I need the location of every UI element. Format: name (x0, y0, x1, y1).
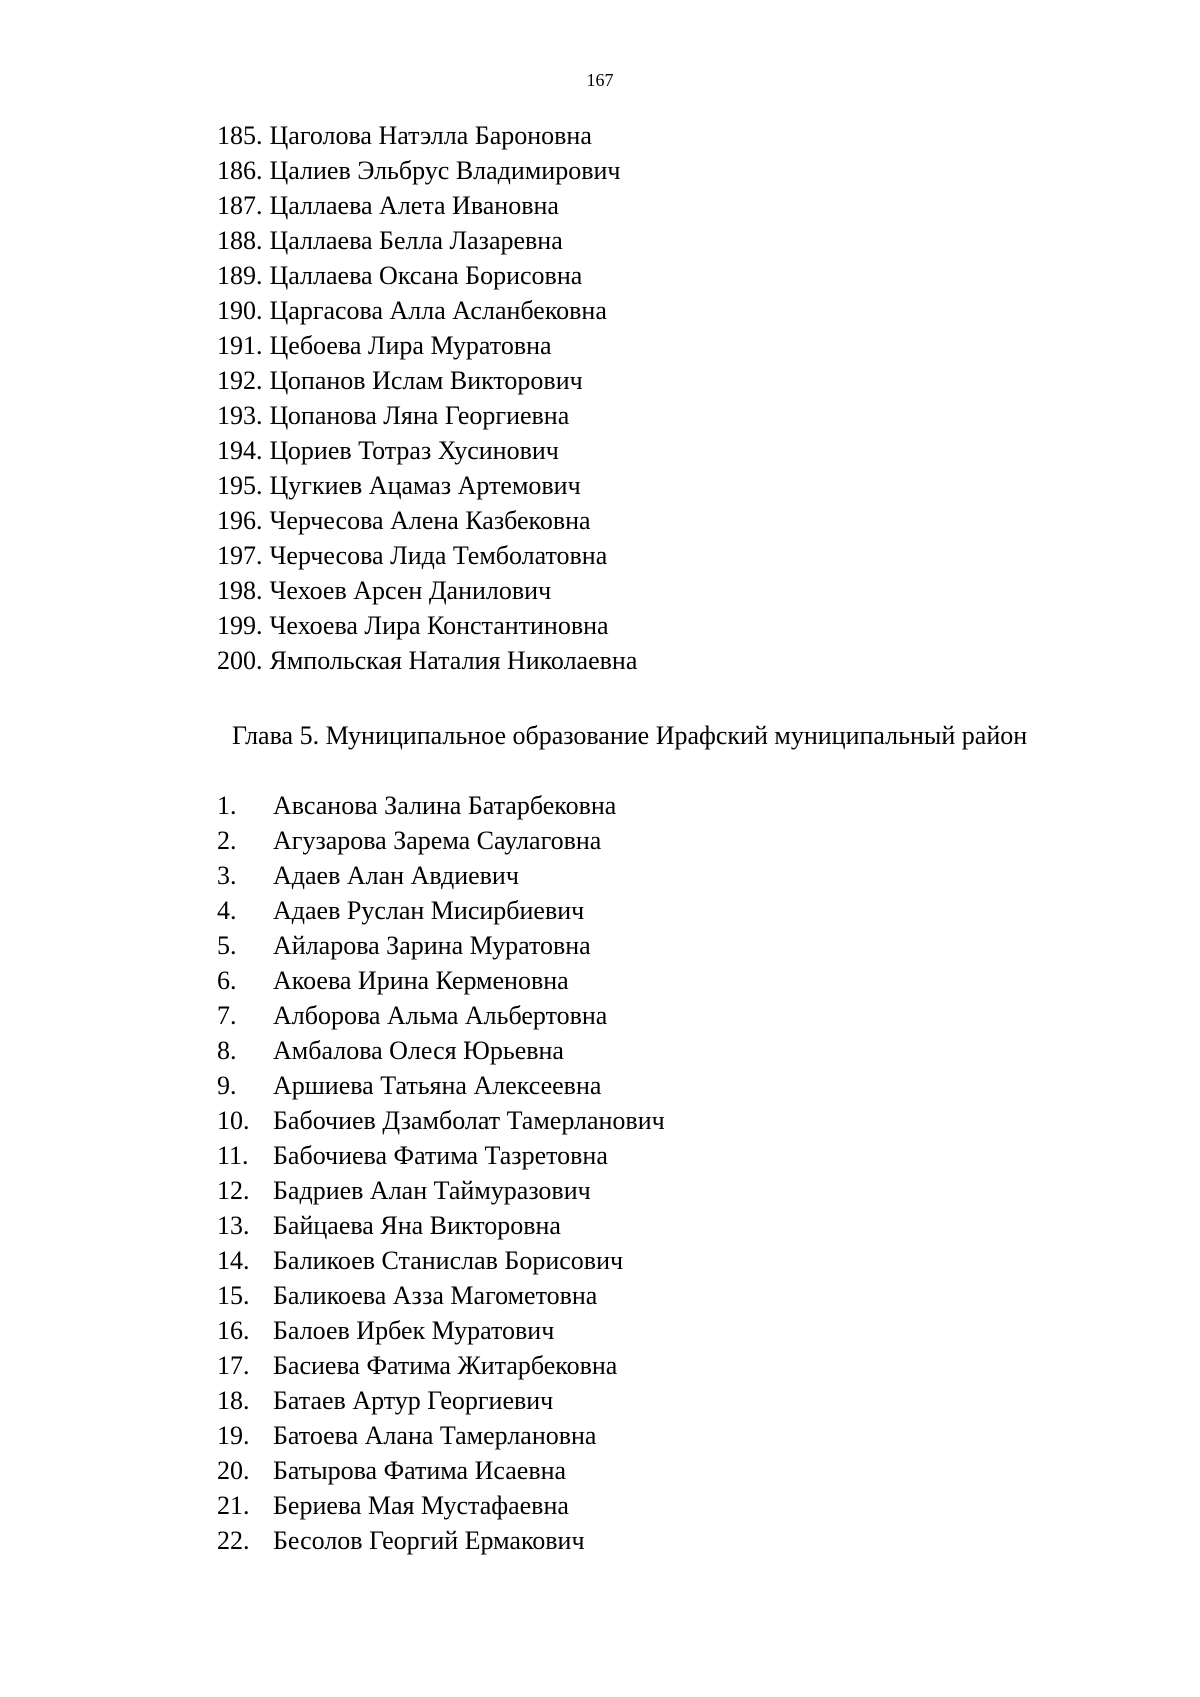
item-number: 8. (217, 1036, 237, 1065)
item-number: 18. (217, 1386, 250, 1415)
item-number: 188. (217, 226, 263, 255)
list-item (217, 538, 637, 573)
item-name: Чехоева Лира Константиновна (269, 611, 609, 640)
item-name: Агузарова Зарема Саулаговна (273, 826, 602, 855)
list-item (217, 1278, 665, 1313)
item-number: 197. (217, 541, 263, 570)
item-name: Алборова Альма Альбертовна (273, 1001, 608, 1030)
list-item (217, 573, 637, 608)
item-name: Цугкиев Ацамаз Артемович (269, 471, 581, 500)
list-item (217, 1033, 665, 1068)
item-name: Цопанова Ляна Георгиевна (269, 401, 570, 430)
list-item (217, 823, 665, 858)
item-name: Адаев Руслан Мисирбиевич (273, 896, 585, 925)
item-name: Цаллаева Алета Ивановна (269, 191, 559, 220)
list-item (217, 1208, 665, 1243)
list-item (217, 1348, 665, 1383)
item-name: Цаллаева Белла Лазаревна (269, 226, 563, 255)
item-name: Цаголова Натэлла Бароновна (269, 121, 592, 150)
list-item (217, 1488, 665, 1523)
list-item (217, 188, 637, 223)
item-name: Адаев Алан Авдиевич (273, 861, 519, 890)
item-name: Черчесова Лида Темболатовна (269, 541, 608, 570)
list-item (217, 1243, 665, 1278)
item-number: 3. (217, 861, 237, 890)
item-name: Басиева Фатима Житарбековна (273, 1351, 618, 1380)
item-number: 10. (217, 1106, 250, 1135)
item-name: Баликоева Азза Магометовна (273, 1281, 598, 1310)
list-item (217, 1068, 665, 1103)
item-number: 199. (217, 611, 263, 640)
item-number: 195. (217, 471, 263, 500)
item-number: 191. (217, 331, 263, 360)
list-item (217, 328, 637, 363)
list-item (217, 468, 637, 503)
item-number: 196. (217, 506, 263, 535)
list-item (217, 258, 637, 293)
item-number: 16. (217, 1316, 250, 1345)
list-item (217, 398, 637, 433)
list-item (217, 153, 637, 188)
item-number: 186. (217, 156, 263, 185)
item-number: 14. (217, 1246, 250, 1275)
list-item (217, 118, 637, 153)
list-item (217, 998, 665, 1033)
item-name: Бериева Мая Мустафаевна (273, 1491, 569, 1520)
item-number: 192. (217, 366, 263, 395)
item-name: Айларова Зарина Муратовна (273, 931, 591, 960)
item-number: 20. (217, 1456, 250, 1485)
item-number: 189. (217, 261, 263, 290)
page-number: 167 (586, 70, 614, 90)
item-name: Аршиева Татьяна Алексеевна (273, 1071, 602, 1100)
item-number: 7. (217, 1001, 237, 1030)
list-item (217, 503, 637, 538)
item-name: Цаллаева Оксана Борисовна (269, 261, 583, 290)
item-number: 198. (217, 576, 263, 605)
item-name: Чехоев Арсен Данилович (269, 576, 552, 605)
item-name: Ямпольская Наталия Николаевна (269, 646, 638, 675)
list-item (217, 223, 637, 258)
item-name: Баликоев Станислав Борисович (273, 1246, 624, 1275)
list-item (217, 293, 637, 328)
item-name: Батоева Алана Тамерлановна (273, 1421, 597, 1450)
item-name: Царгасова Алла Асланбековна (269, 296, 607, 325)
item-name: Цопанов Ислам Викторович (269, 366, 583, 395)
list-item (217, 858, 665, 893)
item-number: 9. (217, 1071, 237, 1100)
item-number: 17. (217, 1351, 250, 1380)
item-number: 22. (217, 1526, 250, 1555)
item-name: Бесолов Георгий Ермакович (273, 1526, 585, 1555)
item-name: Авсанова Залина Батарбековна (273, 791, 617, 820)
item-number: 190. (217, 296, 263, 325)
list-item (217, 1138, 665, 1173)
item-number: 2. (217, 826, 237, 855)
list-item (217, 1173, 665, 1208)
names-list-chapter-5 (217, 788, 665, 1558)
item-number: 5. (217, 931, 237, 960)
item-name: Акоева Ирина Керменовна (273, 966, 569, 995)
item-name: Бабочиев Дзамболат Тамерланович (273, 1106, 665, 1135)
item-name: Батырова Фатима Исаевна (273, 1456, 567, 1485)
list-item (217, 1103, 665, 1138)
item-name: Балоев Ирбек Муратович (273, 1316, 555, 1345)
item-number: 11. (217, 1141, 249, 1170)
item-number: 6. (217, 966, 237, 995)
names-list-continued (217, 118, 637, 678)
item-name: Байцаева Яна Викторовна (273, 1211, 561, 1240)
chapter-heading: Глава 5. Муниципальное образование Ирафский муниципальный район (232, 721, 1028, 750)
item-name: Бадриев Алан Таймуразович (273, 1176, 591, 1205)
list-item (217, 643, 637, 678)
list-item (217, 788, 665, 823)
item-number: 185. (217, 121, 263, 150)
list-item (217, 928, 665, 963)
list-item (217, 608, 637, 643)
item-number: 194. (217, 436, 263, 465)
item-name: Батаев Артур Георгиевич (273, 1386, 554, 1415)
list-item (217, 1383, 665, 1418)
list-item (217, 1453, 665, 1488)
item-number: 19. (217, 1421, 250, 1450)
list-item (217, 363, 637, 398)
item-number: 12. (217, 1176, 250, 1205)
list-item (217, 433, 637, 468)
list-item (217, 893, 665, 928)
item-name: Черчесова Алена Казбековна (269, 506, 591, 535)
item-name: Цориев Тотраз Хусинович (269, 436, 559, 465)
item-number: 15. (217, 1281, 250, 1310)
item-name: Амбалова Олеся Юрьевна (273, 1036, 564, 1065)
list-item (217, 1313, 665, 1348)
item-number: 4. (217, 896, 237, 925)
item-number: 13. (217, 1211, 250, 1240)
item-name: Бабочиева Фатима Тазретовна (273, 1141, 608, 1170)
list-item (217, 1418, 665, 1453)
list-item (217, 1523, 665, 1558)
item-name: Цебоева Лира Муратовна (269, 331, 552, 360)
item-number: 187. (217, 191, 263, 220)
item-number: 21. (217, 1491, 250, 1520)
item-number: 200. (217, 646, 263, 675)
item-number: 1. (217, 791, 237, 820)
item-number: 193. (217, 401, 263, 430)
item-name: Цалиев Эльбрус Владимирович (269, 156, 621, 185)
list-item (217, 963, 665, 998)
